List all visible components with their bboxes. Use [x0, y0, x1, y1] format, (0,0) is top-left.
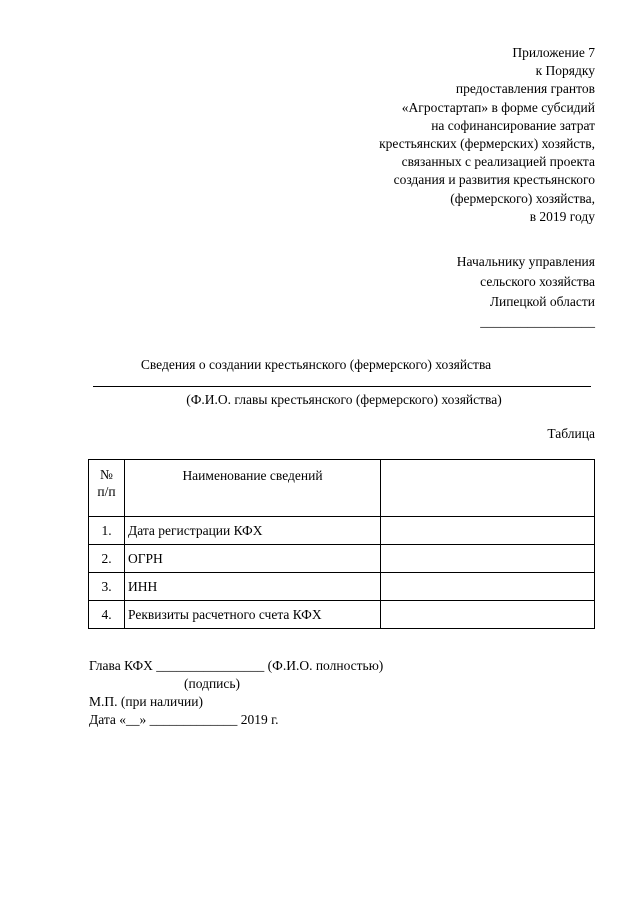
row-num-cell: 4. — [89, 601, 125, 629]
appendix-line: предоставления грантов — [455, 81, 595, 97]
row-name-cell: ИНН — [125, 573, 381, 601]
table-row — [89, 517, 595, 545]
row-name-cell: Реквизиты расчетного счета КФХ — [125, 601, 381, 629]
addressee-line: сельского хозяйства — [480, 274, 595, 289]
addressee-blank-line: _________________ — [480, 314, 595, 329]
row-num-cell: 1. — [89, 517, 125, 545]
fio-caption — [0, 392, 640, 408]
table-row — [89, 545, 595, 573]
appendix-line: Приложение 7 — [512, 45, 595, 60]
table-header-row — [89, 460, 595, 517]
appendix-line: создания и развития крестьянского — [393, 172, 595, 188]
addressee-line: Начальнику управления — [456, 254, 595, 269]
appendix-line: на софинансирование затрат — [431, 117, 595, 133]
row-name-cell: Дата регистрации КФХ — [125, 517, 381, 545]
row-value-cell[interactable] — [381, 517, 595, 545]
appendix-line: «Агростартап» в форме субсидий — [401, 99, 595, 115]
appendix-header — [275, 44, 595, 226]
row-value-cell[interactable] — [381, 573, 595, 601]
fio-fill-line — [93, 386, 591, 387]
appendix-line: (фермерского) хозяйства, — [450, 190, 595, 206]
stamp-line: М.П. (при наличии) — [89, 694, 203, 709]
document-title-text: Сведения о создании крестьянского (фермерского) хозяйства — [140, 357, 492, 372]
table-row — [89, 573, 595, 601]
row-num-cell: 3. — [89, 573, 125, 601]
date-line: Дата «__» _____________ 2019 г. — [89, 712, 279, 727]
row-name-cell: ОГРН — [125, 545, 381, 573]
head-signature-line: Глава КФХ ________________ (Ф.И.О. полностью) — [89, 658, 384, 673]
header-num-symbol: № — [100, 467, 113, 482]
header-value-cell — [381, 460, 595, 517]
fio-caption-text: (Ф.И.О. главы крестьянского (фермерского) хозяйства) — [186, 392, 502, 407]
signature-caption: (подпись) — [184, 676, 241, 691]
addressee-line: Липецкой области — [489, 294, 595, 309]
row-num-cell: 2. — [89, 545, 125, 573]
signature-block — [89, 657, 383, 729]
header-name-cell: Наименование сведений — [125, 460, 381, 517]
header-num-abbr: п/п — [97, 484, 116, 499]
appendix-line: к Порядку — [535, 63, 595, 79]
appendix-line: крестьянских (фермерских) хозяйств, — [379, 136, 595, 152]
document-title — [0, 357, 640, 373]
appendix-line: связанных с реализацией проекта — [401, 154, 595, 170]
row-value-cell[interactable] — [381, 601, 595, 629]
table-row — [89, 601, 595, 629]
appendix-line: в 2019 году — [529, 208, 595, 224]
row-value-cell[interactable] — [381, 545, 595, 573]
header-num-cell — [89, 460, 125, 517]
table-label: Таблица — [547, 426, 595, 441]
info-table — [88, 459, 595, 629]
addressee-block — [295, 252, 595, 332]
